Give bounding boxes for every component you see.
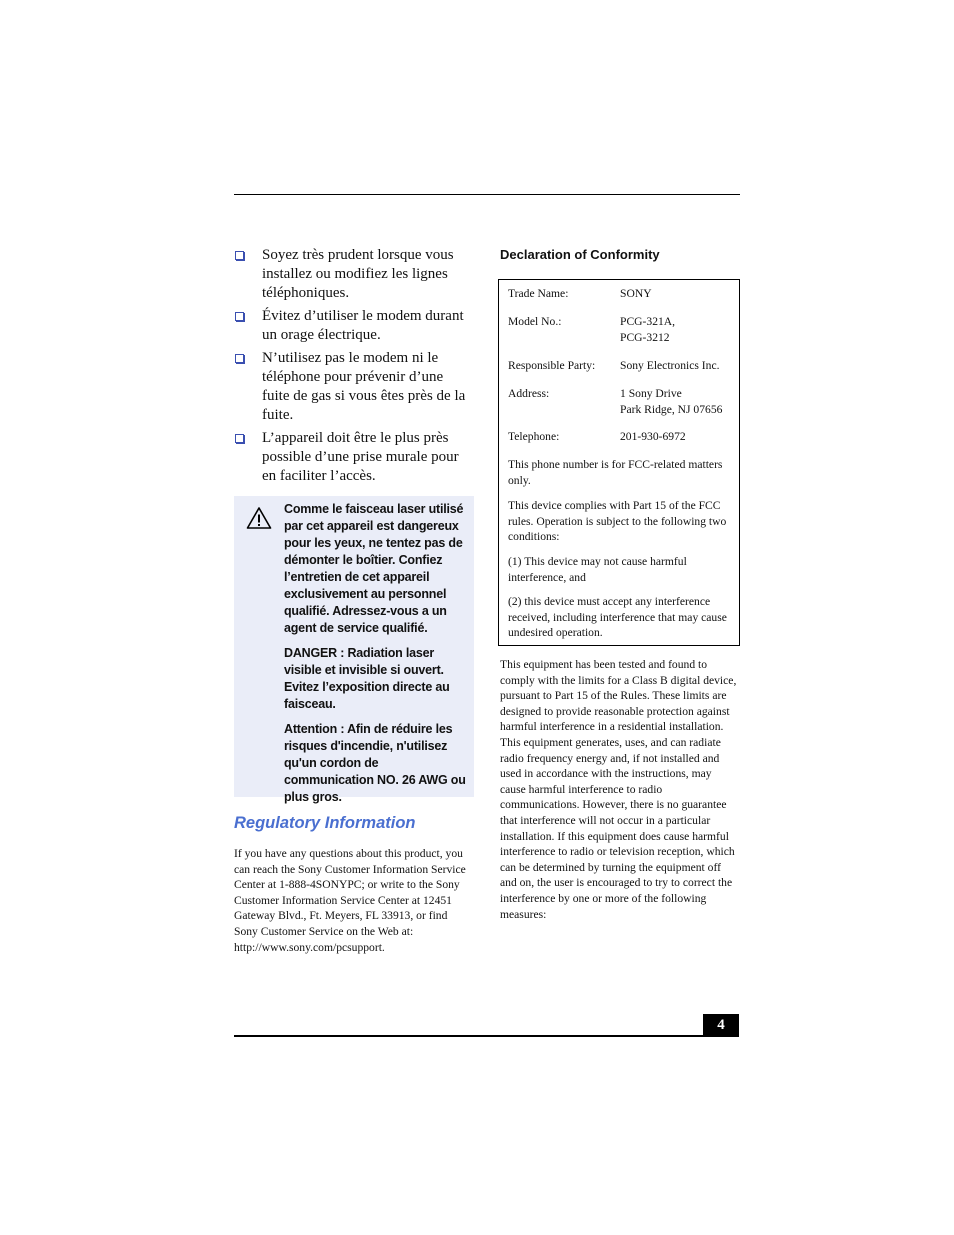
checkbox-bullet-icon (235, 312, 244, 321)
footer-rule (234, 1035, 704, 1037)
declaration-box (498, 279, 740, 646)
list-item (234, 246, 474, 303)
laser-warning-box (234, 496, 474, 804)
telephone-label: Telephone: (508, 430, 560, 443)
page-number: 4 (703, 1014, 739, 1037)
checkbox-bullet-icon (235, 251, 244, 260)
header-rule (234, 194, 740, 195)
responsible-party-value: Sony Electronics Inc. (620, 359, 720, 372)
checkbox-bullet-icon (235, 434, 244, 443)
checkbox-bullet-icon (235, 354, 244, 363)
address-line-1: 1 Sony Drive (620, 387, 682, 400)
warning-paragraph-laser: Comme le faisceau laser utilisé par cet appareil est dangereux pour les yeux, ne tentez pas de démonter le boîtier. Confiez l’entretien de cet appareil exclusivement au personnel qualifié. Adressez-vous a un agent de service qualifié. (284, 502, 464, 635)
bullet-text: Évitez d’utiliser le modem durant un orage électrique. (262, 308, 464, 343)
bullet-text: N’utilisez pas le modem ni le téléphone pour prévenir d’une fuite de gas si vous êtes près de la fuite. (262, 350, 466, 423)
trade-name-label: Trade Name: (508, 287, 569, 300)
list-item (234, 429, 474, 486)
telephone-value: 201-930-6972 (620, 430, 686, 443)
trade-name-value: SONY (620, 287, 652, 300)
warning-text (284, 501, 469, 814)
declaration-heading: Declaration of Conformity (500, 247, 660, 262)
model-value (620, 314, 740, 345)
model-value-1: PCG-321A, (620, 315, 676, 328)
compliance-note: This device complies with Part 15 of the FCC rules. Operation is subject to the following two conditions: (508, 499, 727, 544)
bullet-text: Soyez très prudent lorsque vous installez ou modifiez les lignes téléphoniques. (262, 247, 454, 301)
regulatory-body: If you have any questions about this product, you can reach the Sony Customer Information Service Center at 1-888-4SONYPC; or write to the Sony Customer Information Service Center at 12451 Gateway Blvd., Ft. Meyers, FL 33913, or find Sony Customer Service on the Web at: http://www.sony.com/pcsupport. (234, 847, 466, 954)
condition-1: (1) This device may not cause harmful interference, and (508, 555, 687, 584)
phone-note: This phone number is for FCC-related matters only. (508, 458, 723, 487)
fcc-statement: This equipment has been tested and found to comply with the limits for a Class B digital device, pursuant to Part 15 of the Rules. These limits are designed to provide reasonable protection against harmful interference in a residential installation. This equipment generates, uses, and can radiate radio frequency energy and, if not installed and used in accordance with the instructions, may cause harmful interference to radio communications. However, there is no guarantee that interference will not occur in a particular installation. If this equipment does cause harmful interference to radio or television reception, which can be determined by turning the equipment off and on, the user is encouraged to try to correct the interference by one or more of the following measures: (500, 658, 737, 921)
regulatory-heading: Regulatory Information (234, 814, 416, 832)
model-label: Model No.: (508, 315, 562, 328)
list-item (234, 307, 474, 345)
safety-bullet-list (234, 246, 474, 490)
list-item (234, 349, 474, 425)
address-label: Address: (508, 387, 550, 400)
address-line-2: Park Ridge, NJ 07656 (620, 402, 723, 416)
responsible-party-label: Responsible Party: (508, 359, 596, 372)
warning-paragraph-attention: Attention : Afin de réduire les risques d'incendie, n'utilisez qu'un cordon de communication NO. 26 AWG ou plus gros. (284, 722, 466, 804)
warning-paragraph-danger: DANGER : Radiation laser visible et invisible si ouvert. Evitez l’exposition directe au faisceau. (284, 646, 450, 711)
warning-triangle-icon (246, 506, 272, 530)
condition-2: (2) this device must accept any interference received, including interference that may cause undesired operation. (508, 595, 727, 640)
address-value (620, 386, 740, 417)
bullet-text: L’appareil doit être le plus près possible d’une prise murale pour en faciliter l’accès. (262, 430, 459, 484)
model-value-2: PCG-3212 (620, 330, 670, 344)
